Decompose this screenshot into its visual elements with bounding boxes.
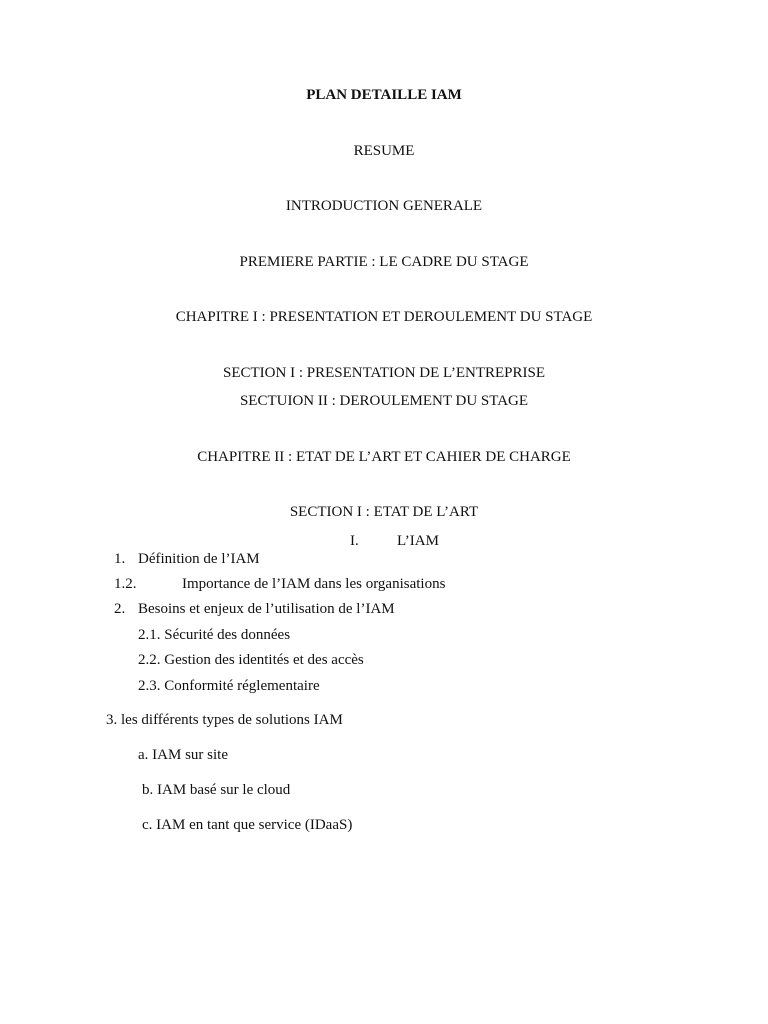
outline-item-number: 1.	[114, 551, 126, 567]
outline-subitem: 2.3. Conformité réglementaire	[138, 678, 320, 694]
part1-heading: PREMIERE PARTIE : LE CADRE DU STAGE	[239, 254, 529, 270]
outline-item-text: Besoins et enjeux de l’utilisation de l’IAM	[138, 601, 395, 617]
outline-subitem: b. IAM basé sur le cloud	[142, 782, 291, 798]
chapter1-heading: CHAPITRE I : PRESENTATION ET DEROULEMENT DU STAGE	[175, 309, 593, 325]
roman-heading-text: L’IAM	[397, 533, 439, 549]
chapter1-section1-heading: SECTION I : PRESENTATION DE L’ENTREPRISE	[223, 365, 545, 381]
outline-subitem: c. IAM en tant que service (IDaaS)	[142, 817, 353, 833]
outline-item-text: Importance de l’IAM dans les organisations	[182, 576, 446, 592]
outline-item-text: 3. les différents types de solutions IAM	[106, 712, 343, 728]
outline-subitem: a. IAM sur site	[138, 747, 228, 763]
outline-subitem: 2.1. Sécurité des données	[138, 627, 291, 643]
document-title: PLAN DETAILLE IAM	[306, 87, 462, 103]
outline-item-text: Définition de l’IAM	[138, 551, 260, 567]
outline-item-number: 1.2.	[114, 576, 137, 592]
introduction-heading: INTRODUCTION GENERALE	[285, 198, 483, 214]
chapter1-section2-heading: SECTUION II : DEROULEMENT DU STAGE	[239, 393, 529, 409]
outline-subitem: 2.2. Gestion des identités et des accès	[138, 652, 364, 668]
chapter2-section1-heading: SECTION I : ETAT DE L’ART	[289, 504, 479, 520]
chapter2-heading: CHAPITRE II : ETAT DE L’ART ET CAHIER DE CHARGE	[197, 449, 571, 465]
resume-heading: RESUME	[353, 143, 415, 159]
outline-item-number: 2.	[114, 601, 126, 617]
roman-heading-number: I.	[350, 533, 359, 549]
